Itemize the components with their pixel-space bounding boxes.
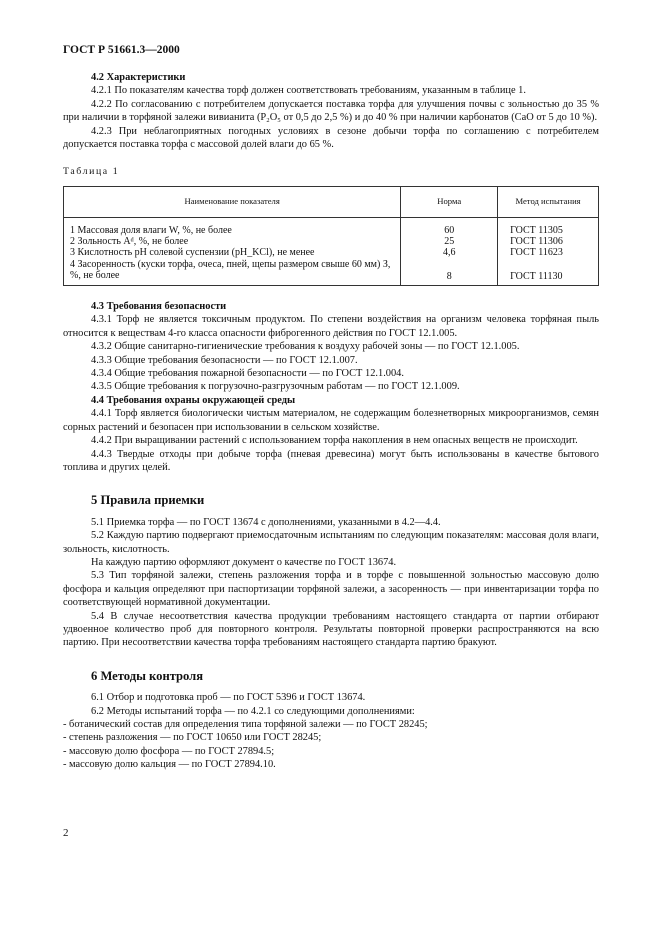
paragraph-4-3-5: 4.3.5 Общие требования к погрузочно-разгрузочным работам — по ГОСТ 12.1.009.	[91, 381, 460, 393]
header-norm: Норма	[401, 186, 498, 217]
page-number: 2	[63, 827, 69, 839]
header-indicator: Наименование показателя	[64, 186, 401, 217]
row-1-norm: 60	[444, 224, 455, 236]
row-4-norm: 8	[446, 270, 452, 282]
row-4-name: 4 Засоренность (куски торфа, очеса, пней, щепы размером свыше 60 мм) З, %, не более	[70, 258, 391, 282]
paragraph-5-2-doc: На каждую партию оформляют документ о качестве по ГОСТ 13674.	[91, 556, 397, 568]
document-body	[63, 71, 599, 772]
section-4-3-title: 4.3 Требования безопасности	[91, 301, 227, 313]
paragraph-6-1: 6.1 Отбор и подготовка проб — по ГОСТ 5396 и ГОСТ 13674.	[91, 692, 366, 704]
row-3-name: 3 Кислотность pH солевой суспензии (pH_KCl), не менее	[70, 247, 315, 259]
paragraph-5-4: 5.4 В случае несоответствия качества продукции требованиям настоящего стандарта от партии отбирают удвоенное количество проб для повторного контроля. Результаты повторной проверки распространяются на всю партию. При несоответствии качества торфа требованиям настоящего стандарта партию бракуют.	[63, 610, 599, 649]
paragraph-5-3: 5.3 Тип торфяной залежи, степень разложения торфа и в торфе с повышенной зольностью массовую долю фосфора и кальция определяют при паспортизации торфяной залежи, а засоренность — при инвентаризации торфа по соответствующей нормативной документации.	[63, 570, 599, 609]
header-method: Метод испытания	[498, 186, 599, 217]
table-1	[63, 186, 599, 286]
paragraph-4-2-1: 4.2.1 По показателям качества торф должен соответствовать требованиям, указанным в таблице 1.	[91, 85, 526, 97]
paragraph-4-4-1: 4.4.1 Торф является биологически чистым материалом, не содержащим болезнетворных микроорганизмов, семян сорных растений и безопасен при использовании в сельском хозяйстве.	[63, 408, 599, 433]
row-2-method: ГОСТ 11306	[510, 236, 563, 248]
paragraph-4-4-3: 4.4.3 Твердые отходы при добыче торфа (пневая древесина) могут быть использованы в качестве бытового топлива и других целей.	[63, 448, 599, 473]
section-4-4-title: 4.4 Требования охраны окружающей среды	[91, 394, 296, 406]
row-1-name: 1 Массовая доля влаги W, %, не более	[70, 224, 232, 236]
paragraph-4-3-1: 4.3.1 Торф не является токсичным продуктом. По степени воздействия на организм человека торфяная пыль относится к веществам 4-го класса опасности фиброгенного действия по ГОСТ 12.1.005.	[63, 314, 599, 339]
table-header-row	[64, 186, 599, 217]
list-item: - степень разложения — по ГОСТ 10650 или ГОСТ 28245;	[63, 732, 322, 744]
list-item: - ботанический состав для определения типа торфяной залежи — по ГОСТ 28245;	[63, 719, 428, 730]
paragraph-5-1: 5.1 Приемка торфа — по ГОСТ 13674 с дополнениями, указанными в 4.2—4.4.	[91, 516, 441, 528]
section-4-2-title: 4.2 Характеристики	[91, 72, 186, 83]
standard-number: ГОСТ Р 51661.3—2000	[63, 44, 180, 56]
row-2-name: 2 Зольность Aᵈ, %, не более	[70, 236, 189, 248]
paragraph-4-3-4: 4.3.4 Общие требования пожарной безопасности — по ГОСТ 12.1.004.	[91, 368, 404, 380]
paragraph-4-3-2: 4.3.2 Общие санитарно-гигиенические требования к воздуху рабочей зоны — по ГОСТ 12.1.005.	[91, 341, 520, 353]
row-2-norm: 25	[444, 236, 455, 248]
paragraph-5-2: 5.2 Каждую партию подвергают приемосдаточным испытаниям по следующим показателям: массовая доля влаги, зольность, кислотность.	[63, 530, 599, 555]
paragraph-4-3-3: 4.3.3 Общие требования безопасности — по ГОСТ 12.1.007.	[91, 354, 358, 366]
list-item: - массовую долю кальция — по ГОСТ 27894.10.	[63, 759, 276, 771]
paragraph-6-2: 6.2 Методы испытаний торфа — по 4.2.1 со следующими дополнениями:	[91, 705, 415, 717]
table-row	[64, 217, 599, 285]
paragraph-4-4-2: 4.4.2 При выращивании растений с использованием торфа накопления в нем опасных веществ не происходит.	[91, 435, 578, 447]
row-3-method: ГОСТ 11623	[510, 247, 563, 259]
row-4-method: ГОСТ 11130	[510, 270, 563, 282]
section-6-title: 6 Методы контроля	[91, 668, 204, 683]
list-item: - массовую долю фосфора — по ГОСТ 27894.5;	[63, 745, 275, 757]
paragraph-4-2-3: 4.2.3 При неблагоприятных погодных условиях в сезоне добычи торфа по соглашению с потребителем допускается поставка торфа с массовой долей влаги до 65 %.	[63, 125, 599, 151]
row-1-method: ГОСТ 11305	[510, 224, 563, 236]
table-label: Таблица 1	[63, 166, 120, 178]
row-3-norm: 4,6	[442, 247, 456, 259]
section-5-title: 5 Правила приемки	[91, 493, 205, 508]
paragraph-4-2-2: 4.2.2 По согласованию с потребителем допускается поставка торфа для улучшения почвы с зольностью до 35 % при наличии в торфяной залежи вивианита (P₂O₅ от 0,5 до 2,5 %) и до 40 % при наличии карбонатов (CaO от 5 до 10 %).	[63, 98, 599, 124]
